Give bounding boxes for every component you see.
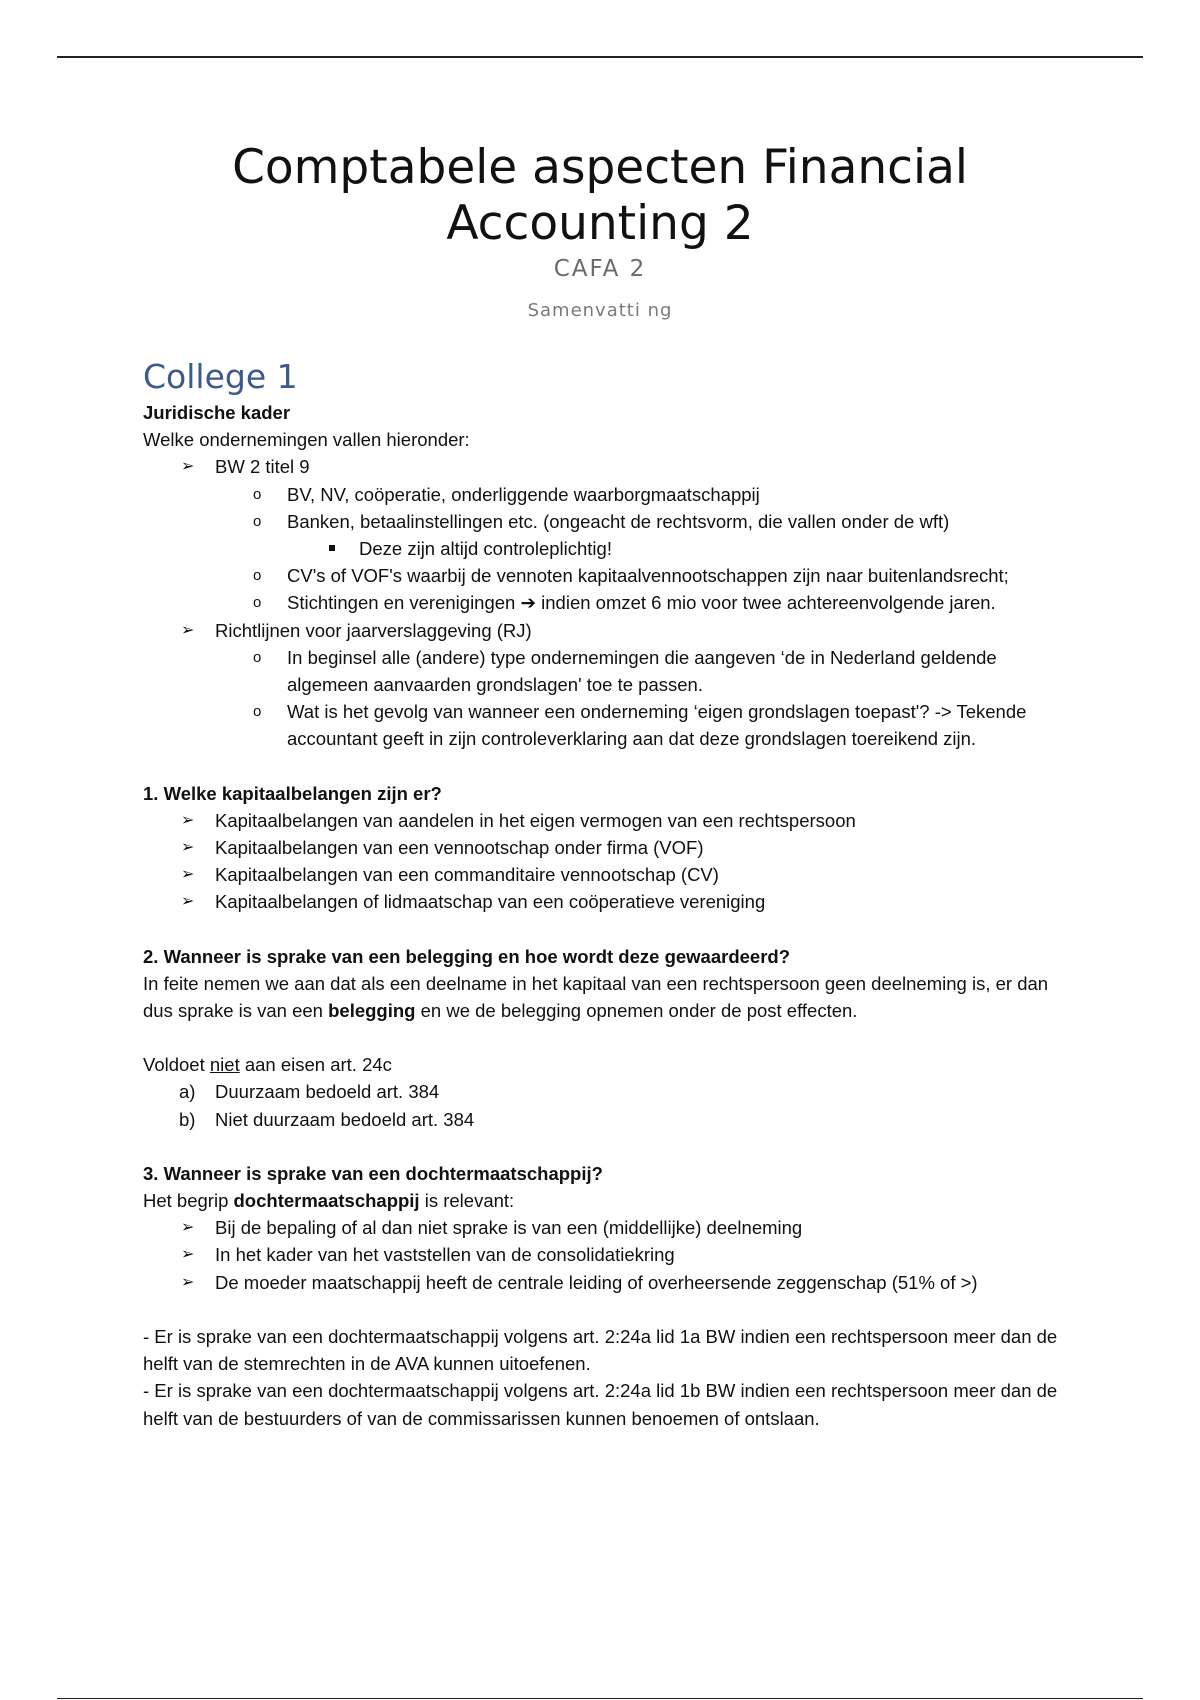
document-title	[0, 140, 1200, 252]
arrowhead-bullet-icon: ➢	[181, 621, 195, 639]
bw-subitem: Deze zijn altijd controleplichtig!	[359, 538, 612, 560]
juridisch-list	[143, 453, 1063, 752]
bw-item-continuation: indien omzet 6 mio voor twee achtereenvolgende jaren.	[541, 592, 996, 614]
square-bullet-icon	[329, 545, 335, 551]
q3-list	[143, 1214, 1063, 1296]
rj-label: Richtlijnen voor jaarverslaggeving (RJ)	[215, 619, 532, 641]
q3-intro-after: is relevant:	[424, 1190, 515, 1212]
arrowhead-bullet-icon: ➢	[181, 1273, 195, 1291]
q3-intro-before: Het begrip	[143, 1190, 229, 1212]
list-item	[215, 508, 1063, 562]
circle-bullet-icon: o	[253, 567, 262, 585]
list-item	[143, 807, 1063, 834]
rj-item: In beginsel alle (andere) type ondernemingen die aangeven ‘de in Nederland geldende algemeen aanvaarden grondslagen' toe te passen.	[287, 646, 997, 696]
q2-paragraph	[143, 970, 1063, 1024]
document-tagline: Samenvatti ng	[527, 300, 673, 321]
list-item	[143, 1269, 1063, 1296]
circle-bullet-icon: o	[253, 648, 262, 666]
juridisch-intro: Welke ondernemingen vallen hieronder:	[143, 429, 470, 451]
circle-bullet-icon: o	[253, 512, 262, 530]
arrowhead-bullet-icon: ➢	[181, 458, 195, 476]
arrowhead-bullet-icon: ➢	[181, 1246, 195, 1264]
list-item	[143, 617, 1063, 753]
circle-bullet-icon: o	[253, 594, 262, 612]
q1-heading: 1. Welke kapitaalbelangen zijn er?	[143, 782, 442, 804]
alpha-item: Niet duurzaam bedoeld art. 384	[215, 1108, 475, 1130]
bw-item: CV's of VOF's waarbij de vennoten kapitaalvennootschappen zijn naar buitenlandsrecht;	[287, 565, 1009, 587]
alpha-item: Duurzaam bedoeld art. 384	[215, 1081, 440, 1103]
q3-intro-bold: dochtermaatschappij	[233, 1190, 420, 1212]
spacer	[143, 1296, 1063, 1323]
bw-label: BW 2 titel 9	[215, 456, 310, 478]
arrowhead-bullet-icon: ➢	[181, 1219, 195, 1237]
q2-text-after: en we de belegging opnemen onder de post effecten.	[420, 1000, 858, 1022]
list-item	[215, 698, 1063, 752]
rj-sublist	[215, 644, 1063, 753]
q1-item: Kapitaalbelangen van een vennootschap onder firma (VOF)	[215, 837, 704, 859]
q3-item: Bij de bepaling of al dan niet sprake is van een (middellijke) deelneming	[215, 1217, 803, 1239]
list-item	[143, 888, 1063, 915]
arrowhead-bullet-icon: ➢	[181, 811, 195, 829]
arrowhead-bullet-icon: ➢	[181, 866, 195, 884]
q3-intro	[143, 1187, 1063, 1214]
circle-bullet-icon: o	[253, 703, 262, 721]
bw-subsublist	[287, 535, 1063, 562]
voldoet-line	[143, 1051, 1063, 1078]
bw-item: Stichtingen en verenigingen	[287, 592, 516, 614]
circle-bullet-icon: o	[253, 485, 262, 503]
bw-item: BV, NV, coöperatie, onderliggende waarborgmaatschappij	[287, 483, 760, 505]
spacer	[143, 1024, 1063, 1051]
list-item	[215, 481, 1063, 508]
right-arrow-icon: ➔	[520, 592, 536, 614]
q1-item: Kapitaalbelangen of lidmaatschap van een coöperatieve vereniging	[215, 891, 766, 913]
q3-note: - Er is sprake van een dochtermaatschappij volgens art. 2:24a lid 1a BW indien een rechtspersoon meer dan de helft van de stemrechten in de AVA kunnen uitoefenen.	[143, 1325, 1058, 1375]
arrowhead-bullet-icon: ➢	[181, 893, 195, 911]
rj-item: Wat is het gevolg van wanneer een onderneming ‘eigen grondslagen toepast'? -> Tekende accountant geeft in zijn controleverklaring aan dat deze grondslagen toereikend zijn.	[287, 701, 1027, 750]
spacer	[143, 916, 1063, 943]
q2-text-before: In feite nemen we aan dat als een deelname in het kapitaal van een rechtspersoon geen deelneming is, er dan dus sprake is van een	[143, 972, 1049, 1022]
q3-heading: 3. Wanneer is sprake van een dochtermaatschappij?	[143, 1162, 603, 1184]
voldoet-suffix: aan eisen art. 24c	[244, 1054, 392, 1076]
list-item	[215, 562, 1063, 589]
list-item	[215, 589, 1063, 616]
list-item	[287, 535, 1063, 562]
alpha-marker: b)	[179, 1108, 196, 1130]
q2-text-bold: belegging	[328, 1000, 416, 1022]
college-heading: College 1	[143, 357, 298, 396]
q3-note: - Er is sprake van een dochtermaatschappij volgens art. 2:24a lid 1b BW indien een rechtspersoon meer dan de helft van de bestuurders of van de commissarissen kunnen benoemen of ontslaan.	[143, 1380, 1058, 1429]
arrowhead-bullet-icon: ➢	[181, 839, 195, 857]
list-item	[143, 834, 1063, 861]
q2-heading: 2. Wanneer is sprake van een belegging en hoe wordt deze gewaardeerd?	[143, 945, 791, 967]
q3-item: De moeder maatschappij heeft de centrale leiding of overheersende zeggenschap (51% of >)	[215, 1271, 978, 1293]
bottom-rule	[57, 1698, 1143, 1699]
document-subtitle: CAFA 2	[553, 256, 647, 282]
list-item	[143, 1078, 1063, 1105]
list-item	[215, 644, 1063, 698]
voldoet-underline: niet	[209, 1054, 240, 1076]
spacer	[143, 753, 1063, 780]
q1-list	[143, 807, 1063, 916]
title-block	[0, 140, 1200, 321]
list-item	[143, 1214, 1063, 1241]
q1-item: Kapitaalbelangen van een commanditaire vennootschap (CV)	[215, 864, 719, 886]
q1-item: Kapitaalbelangen van aandelen in het eigen vermogen van een rechtspersoon	[215, 809, 856, 831]
bw-sublist	[215, 481, 1063, 617]
document-body	[143, 355, 1063, 1432]
alpha-marker: a)	[179, 1081, 196, 1103]
spacer	[143, 1133, 1063, 1160]
top-rule	[57, 56, 1143, 58]
list-item	[143, 453, 1063, 616]
list-item	[143, 1241, 1063, 1268]
list-item	[143, 861, 1063, 888]
voldoet-list	[143, 1078, 1063, 1132]
list-item	[143, 1106, 1063, 1133]
juridisch-heading: Juridische kader	[143, 402, 291, 423]
bw-item: Banken, betaalinstellingen etc. (ongeacht de rechtsvorm, die vallen onder de wft)	[287, 510, 950, 532]
title-line-2: Accounting 2	[446, 196, 754, 251]
q3-item: In het kader van het vaststellen van de consolidatiekring	[215, 1244, 675, 1266]
title-line-1: Comptabele aspecten Financial	[232, 140, 968, 195]
voldoet-prefix: Voldoet	[143, 1054, 205, 1076]
